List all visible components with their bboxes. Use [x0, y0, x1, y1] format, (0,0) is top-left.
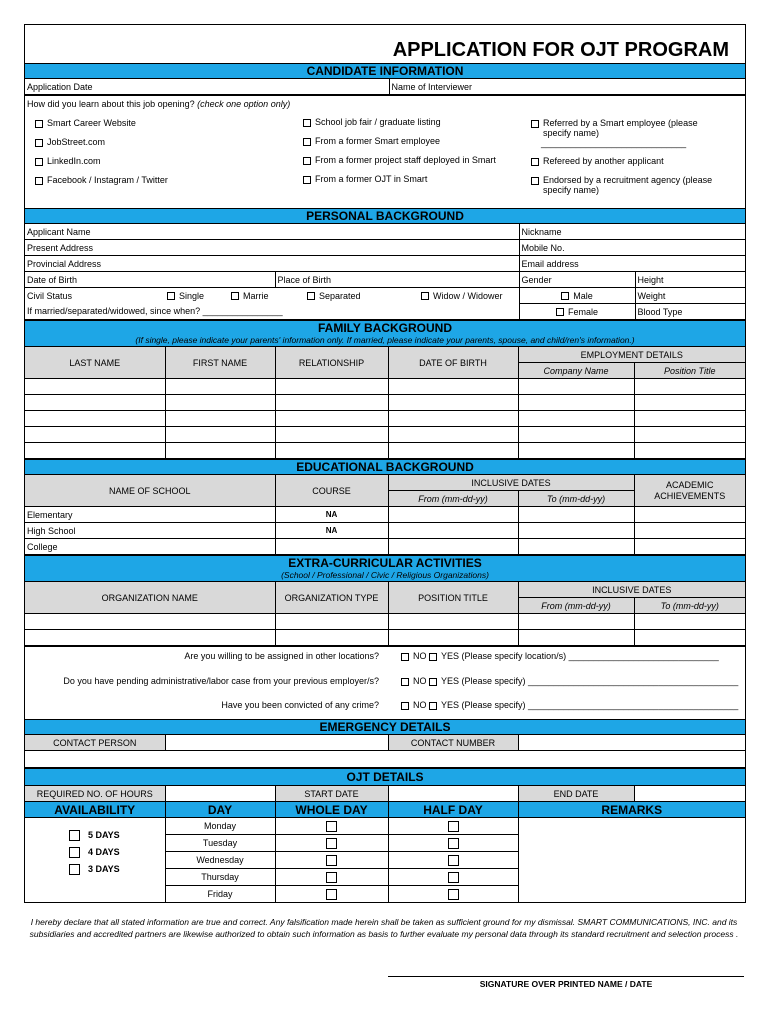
table-row[interactable]: College — [25, 539, 745, 555]
checkbox-icon[interactable] — [531, 177, 539, 185]
remarks-field[interactable] — [518, 818, 745, 903]
extra-col-to: To (mm-dd-yy) — [634, 598, 745, 614]
end-date-label: END DATE — [518, 786, 634, 802]
whole-day-tuesday[interactable] — [275, 835, 388, 852]
option-jobstreet[interactable]: JobStreet.com — [35, 137, 168, 156]
question-pending-case: Do you have pending administrative/labor case from your previous employer/s? — [63, 676, 379, 686]
edu-col-course: COURSE — [275, 475, 388, 507]
answer-convicted[interactable]: NO YES (Please specify) __________________________________________ — [401, 700, 738, 710]
extra-col-from: From (mm-dd-yy) — [518, 598, 634, 614]
checkbox-icon[interactable] — [429, 653, 437, 661]
civil-married[interactable]: Marrie — [231, 291, 269, 301]
option-4-days[interactable]: 4 DAYS — [69, 847, 120, 858]
whole-day-wednesday[interactable] — [275, 852, 388, 869]
edu-col-achievements: ACADEMIC ACHIEVEMENTS — [634, 475, 745, 507]
table-row[interactable] — [25, 379, 745, 395]
option-agency[interactable]: Endorsed by a recruitment agency (please — [531, 175, 712, 185]
edu-col-inclusive: INCLUSIVE DATES — [388, 475, 634, 491]
contact-number-field[interactable] — [518, 735, 745, 751]
ojt-application-form — [24, 24, 746, 903]
availability-header: AVAILABILITY — [25, 802, 165, 818]
checkbox-icon[interactable] — [401, 702, 409, 710]
ojt-section-header: OJT DETAILS — [25, 768, 745, 785]
checkbox-icon[interactable] — [303, 138, 311, 146]
weight-field[interactable]: Weight — [635, 288, 745, 304]
emergency-table — [25, 734, 745, 768]
interviewer-field[interactable]: Name of Interviewer — [389, 79, 745, 95]
extra-note: (School / Professional / Civic / Religious Organizations) — [281, 570, 489, 580]
edu-col-to: To (mm-dd-yy) — [518, 491, 634, 507]
day-tuesday: Tuesday — [165, 835, 275, 852]
question-relocation: Are you willing to be assigned in other locations? — [184, 651, 379, 661]
option-5-days[interactable]: 5 DAYS — [69, 830, 120, 841]
since-when-field[interactable]: If married/separated/widowed, since when? ________________ — [25, 304, 519, 320]
day-friday: Friday — [165, 886, 275, 903]
start-date-label: START DATE — [275, 786, 388, 802]
emergency-section-header: EMERGENCY DETAILS — [25, 719, 745, 734]
email-field[interactable]: Email address — [519, 256, 745, 272]
required-hours-label: REQUIRED NO. OF HOURS — [25, 786, 165, 802]
checkbox-icon[interactable] — [35, 120, 43, 128]
blood-type-field[interactable]: Blood Type — [635, 304, 745, 320]
family-col-lastname: LAST NAME — [25, 347, 165, 379]
gender-male[interactable]: Male — [519, 288, 635, 304]
referrer-name-line[interactable]: _____________________________ — [541, 138, 687, 148]
extra-title: EXTRA-CURRICULAR ACTIVITIES — [288, 556, 482, 570]
half-day-friday[interactable] — [388, 886, 518, 903]
extra-col-position: POSITION TITLE — [388, 582, 518, 614]
declaration-text: I hereby declare that all stated information are true and correct. Any falsification made herein shall be taken as sufficient ground for my dismissal. SMART COMMUNICATIONS, INC. and its subsidiaries and accredited partners are likewise authorized to obtain such information as basis to further evaluate my personal data through its standard recruitment and selection process . — [29, 917, 739, 939]
family-col-position: Position Title — [634, 363, 745, 379]
checkbox-icon[interactable] — [531, 158, 539, 166]
checkbox-icon[interactable] — [35, 139, 43, 147]
height-field[interactable]: Height — [635, 272, 745, 288]
option-former-employee[interactable]: From a former Smart employee — [303, 136, 496, 155]
table-row[interactable] — [25, 411, 745, 427]
option-job-fair[interactable]: School job fair / graduate listing — [303, 117, 496, 136]
screening-questions — [25, 646, 745, 719]
half-day-header: HALF DAY — [388, 802, 518, 818]
option-social-media[interactable]: Facebook / Instagram / Twitter — [35, 175, 168, 194]
half-day-thursday[interactable] — [388, 869, 518, 886]
availability-options — [25, 818, 165, 903]
family-col-company: Company Name — [518, 363, 634, 379]
checkbox-icon[interactable] — [531, 120, 539, 128]
option-smart-career[interactable]: Smart Career Website — [35, 118, 168, 137]
job-source-col1 — [35, 118, 168, 194]
day-wednesday: Wednesday — [165, 852, 275, 869]
checkbox-icon[interactable] — [35, 158, 43, 166]
civil-single[interactable]: Single — [167, 291, 204, 301]
family-col-employment: EMPLOYMENT DETAILS — [518, 347, 745, 363]
option-referred-employee-cont: specify name) — [543, 128, 600, 138]
extra-col-inclusive: INCLUSIVE DATES — [518, 582, 745, 598]
form-title: APPLICATION FOR OJT PROGRAM — [392, 39, 729, 61]
mobile-field[interactable]: Mobile No. — [519, 240, 745, 256]
table-row[interactable] — [25, 630, 745, 646]
family-col-firstname: FIRST NAME — [165, 347, 275, 379]
table-row[interactable]: Elementary NA — [25, 507, 745, 523]
checkbox-icon[interactable] — [429, 678, 437, 686]
table-row[interactable] — [25, 614, 745, 630]
whole-day-thursday[interactable] — [275, 869, 388, 886]
civil-status-row: Civil Status Single Marrie Separated Widow / Widower — [25, 288, 519, 304]
gender-label: Gender — [519, 272, 635, 288]
candidate-section-header: CANDIDATE INFORMATION — [25, 63, 745, 78]
half-day-wednesday[interactable] — [388, 852, 518, 869]
job-source-col3 — [531, 118, 712, 195]
answer-pending-case[interactable]: NO YES (Please specify) __________________________________________ — [401, 676, 738, 686]
civil-separated[interactable]: Separated — [307, 291, 361, 301]
option-3-days[interactable]: 3 DAYS — [69, 864, 120, 875]
education-table — [25, 474, 745, 555]
family-col-relationship: RELATIONSHIP — [275, 347, 388, 379]
required-hours-field[interactable] — [165, 786, 275, 802]
family-section-header — [25, 320, 745, 346]
pob-field[interactable]: Place of Birth — [275, 272, 519, 288]
table-row[interactable]: High School NA — [25, 523, 745, 539]
applicant-name-field[interactable]: Applicant Name — [25, 224, 519, 240]
family-col-dob: DATE OF BIRTH — [388, 347, 518, 379]
family-note: (If single, please indicate your parents' information only. If married, please indicate your parents, spouse, and child/ren's information.) — [135, 335, 635, 345]
edu-col-from: From (mm-dd-yy) — [388, 491, 518, 507]
option-referred-employee[interactable]: Referred by a Smart employee (please — [531, 118, 712, 128]
family-table — [25, 346, 745, 459]
gender-female[interactable]: Female — [519, 304, 635, 320]
option-former-staff[interactable]: From a former project staff deployed in Smart — [303, 155, 496, 174]
family-title: FAMILY BACKGROUND — [317, 321, 452, 335]
extra-section-header — [25, 555, 745, 581]
form-header — [25, 24, 745, 63]
candidate-table — [25, 78, 745, 95]
dob-field[interactable]: Date of Birth — [25, 272, 275, 288]
checkbox-icon[interactable] — [303, 119, 311, 127]
option-former-ojt[interactable]: From a former OJT in Smart — [303, 174, 496, 193]
whole-day-friday[interactable] — [275, 886, 388, 903]
application-date-field[interactable]: Application Date — [25, 79, 389, 95]
whole-day-monday[interactable] — [275, 818, 388, 835]
option-linkedin[interactable]: LinkedIn.com — [35, 156, 168, 175]
emergency-blank-row — [25, 751, 745, 768]
education-section-header: EDUCATIONAL BACKGROUND — [25, 459, 745, 474]
checkbox-icon[interactable] — [303, 176, 311, 184]
edu-col-school: NAME OF SCHOOL — [25, 475, 275, 507]
checkbox-icon[interactable] — [429, 702, 437, 710]
job-source-question: How did you learn about this job opening? (check one option only) — [27, 99, 291, 109]
end-date-field[interactable] — [634, 786, 745, 802]
half-day-tuesday[interactable] — [388, 835, 518, 852]
table-row[interactable] — [25, 427, 745, 443]
nickname-field[interactable]: Nickname — [519, 224, 745, 240]
job-source-options — [25, 95, 745, 208]
extra-col-type: ORGANIZATION TYPE — [275, 582, 388, 614]
present-address-field[interactable]: Present Address — [25, 240, 519, 256]
day-monday: Monday — [165, 818, 275, 835]
signature-line[interactable]: SIGNATURE OVER PRINTED NAME / DATE — [388, 976, 744, 989]
civil-widow[interactable]: Widow / Widower — [421, 291, 503, 301]
contact-person-label: CONTACT PERSON — [25, 735, 165, 751]
extra-col-org: ORGANIZATION NAME — [25, 582, 275, 614]
contact-number-label: CONTACT NUMBER — [388, 735, 518, 751]
ojt-table — [25, 785, 745, 903]
checkbox-icon[interactable] — [401, 653, 409, 661]
personal-section-header: PERSONAL BACKGROUND — [25, 208, 745, 223]
provincial-address-field[interactable]: Provincial Address — [25, 256, 519, 272]
extra-table — [25, 581, 745, 646]
remarks-header: REMARKS — [518, 802, 745, 818]
checkbox-icon[interactable] — [401, 678, 409, 686]
checkbox-icon[interactable] — [35, 177, 43, 185]
day-header: DAY — [165, 802, 275, 818]
option-referred-applicant[interactable]: Refereed by another applicant — [531, 156, 712, 175]
day-thursday: Thursday — [165, 869, 275, 886]
contact-person-field[interactable] — [165, 735, 388, 751]
question-convicted: Have you been convicted of any crime? — [221, 700, 379, 710]
answer-relocation[interactable]: NO YES (Please specify location/s) ______________________________ — [401, 651, 719, 661]
table-row[interactable] — [25, 443, 745, 459]
whole-day-header: WHOLE DAY — [275, 802, 388, 818]
personal-table — [25, 223, 745, 320]
half-day-monday[interactable] — [388, 818, 518, 835]
start-date-field[interactable] — [388, 786, 518, 802]
table-row[interactable] — [25, 395, 745, 411]
job-source-col2 — [303, 117, 496, 193]
checkbox-icon[interactable] — [303, 157, 311, 165]
option-agency-cont: specify name) — [543, 185, 600, 195]
